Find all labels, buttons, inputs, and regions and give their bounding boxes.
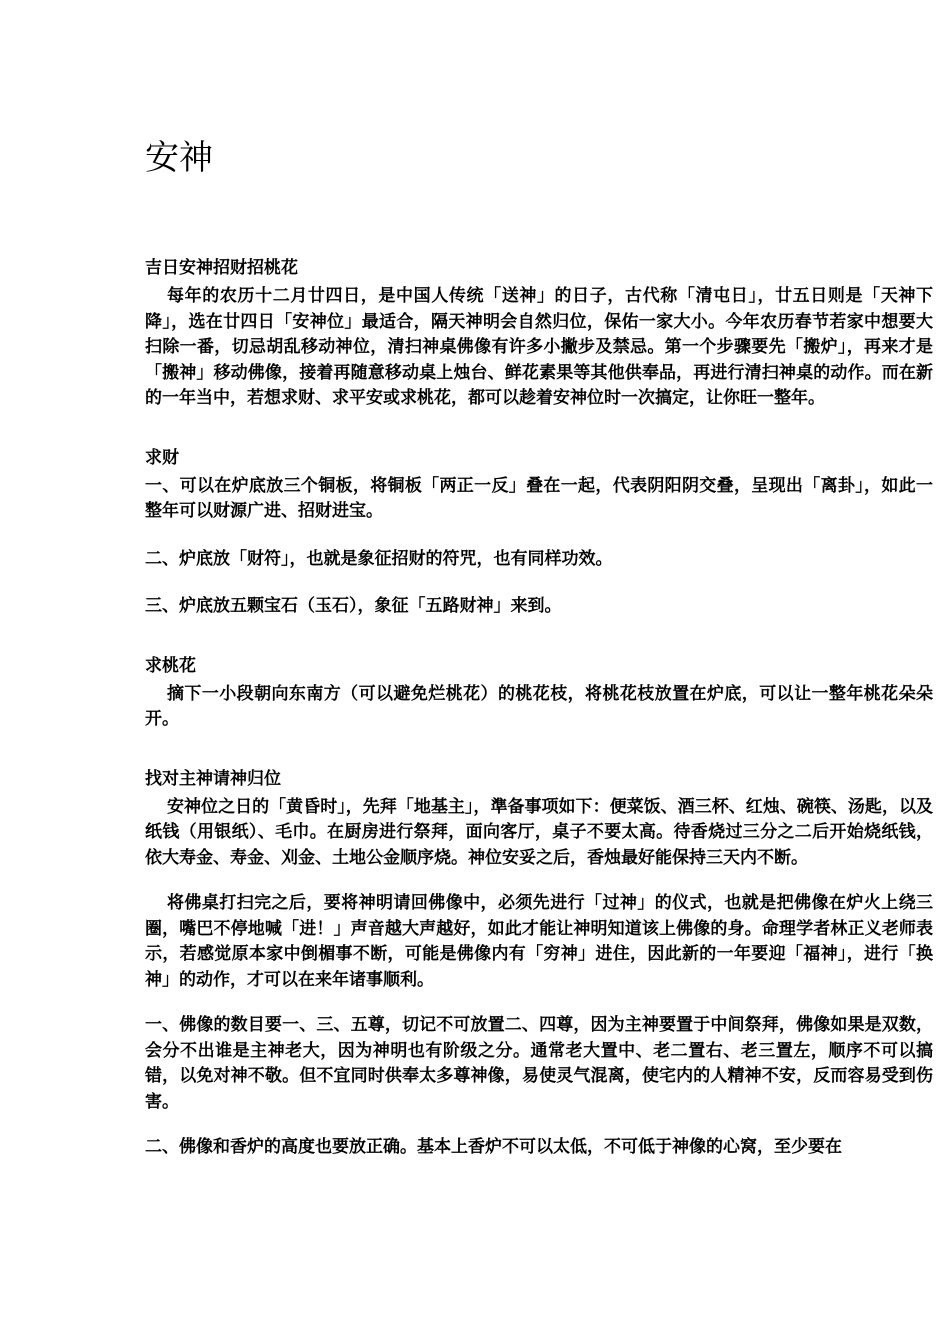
- paragraph: 摘下一小段朝向东南方（可以避免烂桃花）的桃花枝，将桃花枝放置在炉底，可以让一整年桃花朵朵开。: [145, 683, 933, 729]
- paragraph: 三、炉底放五颗宝石（玉石），象征「五路财神」来到。: [145, 596, 562, 616]
- section-seek-romance: [145, 654, 933, 733]
- paragraph: 每年的农历十二月廿四日，是中国人传统「送神」的日子，古代称「清屯日」，廿五日则是「天神下降」，选在廿四日「安神位」最适合，隔天神明会自然归位，保佑一家大小。今年农历春节若家中想要大扫除一番，切忌胡乱移动神位，清扫神桌佛像有许多小撇步及禁忌。第一个步骤要先「搬炉」，再来才是「搬神」移动佛像，接着再随意移动桌上烛台、鲜花素果等其他供奉品，再进行清扫神桌的动作。而在新的一年当中，若想求财、求平安或求桃花，都可以趁着安神位时一次搞定，让你旺一整年。: [145, 286, 933, 408]
- paragraph: 安神位之日的「黄昏时」，先拜「地基主」，準备事项如下：便菜饭、酒三杯、红烛、碗筷、汤匙，以及纸钱（用银纸）、毛巾。在厨房进行祭拜，面向客厅，桌子不要太高。待香烧过三分之二后开始烧纸钱，依大寿金、寿金、刈金、土地公金顺序烧。神位安妥之后，香烛最好能保持三天内不断。: [145, 796, 933, 868]
- document-body: [145, 256, 933, 1161]
- paragraph: 一、佛像的数目要一、三、五尊，切记不可放置二、四尊，因为主神要置于中间祭拜，佛像如果是双数，会分不出谁是主神老大，因为神明也有阶级之分。通常老大置中、老二置右、老三置左，顺序不可以搞错，以免对神不敬。但不宜同时供奉太多尊神像，易使灵气混离，使宅内的人精神不安，反而容易受到伤害。: [145, 1015, 933, 1112]
- paragraph: 二、佛像和香炉的高度也要放正确。基本上香炉不可以太低，不可低于神像的心窝，至少要在: [145, 1137, 842, 1157]
- section-heading: 吉日安神招财招桃花: [145, 258, 298, 278]
- paragraph: 将佛桌打扫完之后，要将神明请回佛像中，必须先进行「过神」的仪式，也就是把佛像在炉火上绕三圈，嘴巴不停地喊「进！」声音越大声越好，如此才能让神明知道该上佛像的身。命理学者林正义老师表示，若感觉原本家中倒楣事不断，可能是佛像内有「穷神」进住，因此新的一年要迎「福神」，进行「换神」的动作，才可以在来年诸事顺利。: [145, 893, 933, 990]
- paragraph: 二、炉底放「财符」，也就是象征招财的符咒，也有同样功效。: [145, 548, 613, 569]
- paragraph: 一、可以在炉底放三个铜板，将铜板「两正一反」叠在一起，代表阴阳阴交叠，呈现出「离卦」，如此一整年可以财源广进、招财进宝。: [145, 475, 933, 521]
- section-main-deity: [145, 767, 933, 1161]
- section-auspicious-day: [145, 256, 933, 412]
- page-title: 安神: [145, 138, 213, 178]
- section-seek-wealth: [145, 446, 933, 620]
- section-heading: 求财: [145, 447, 179, 468]
- section-heading: 求桃花: [145, 655, 196, 676]
- section-heading: 找对主神请神归位: [145, 768, 281, 789]
